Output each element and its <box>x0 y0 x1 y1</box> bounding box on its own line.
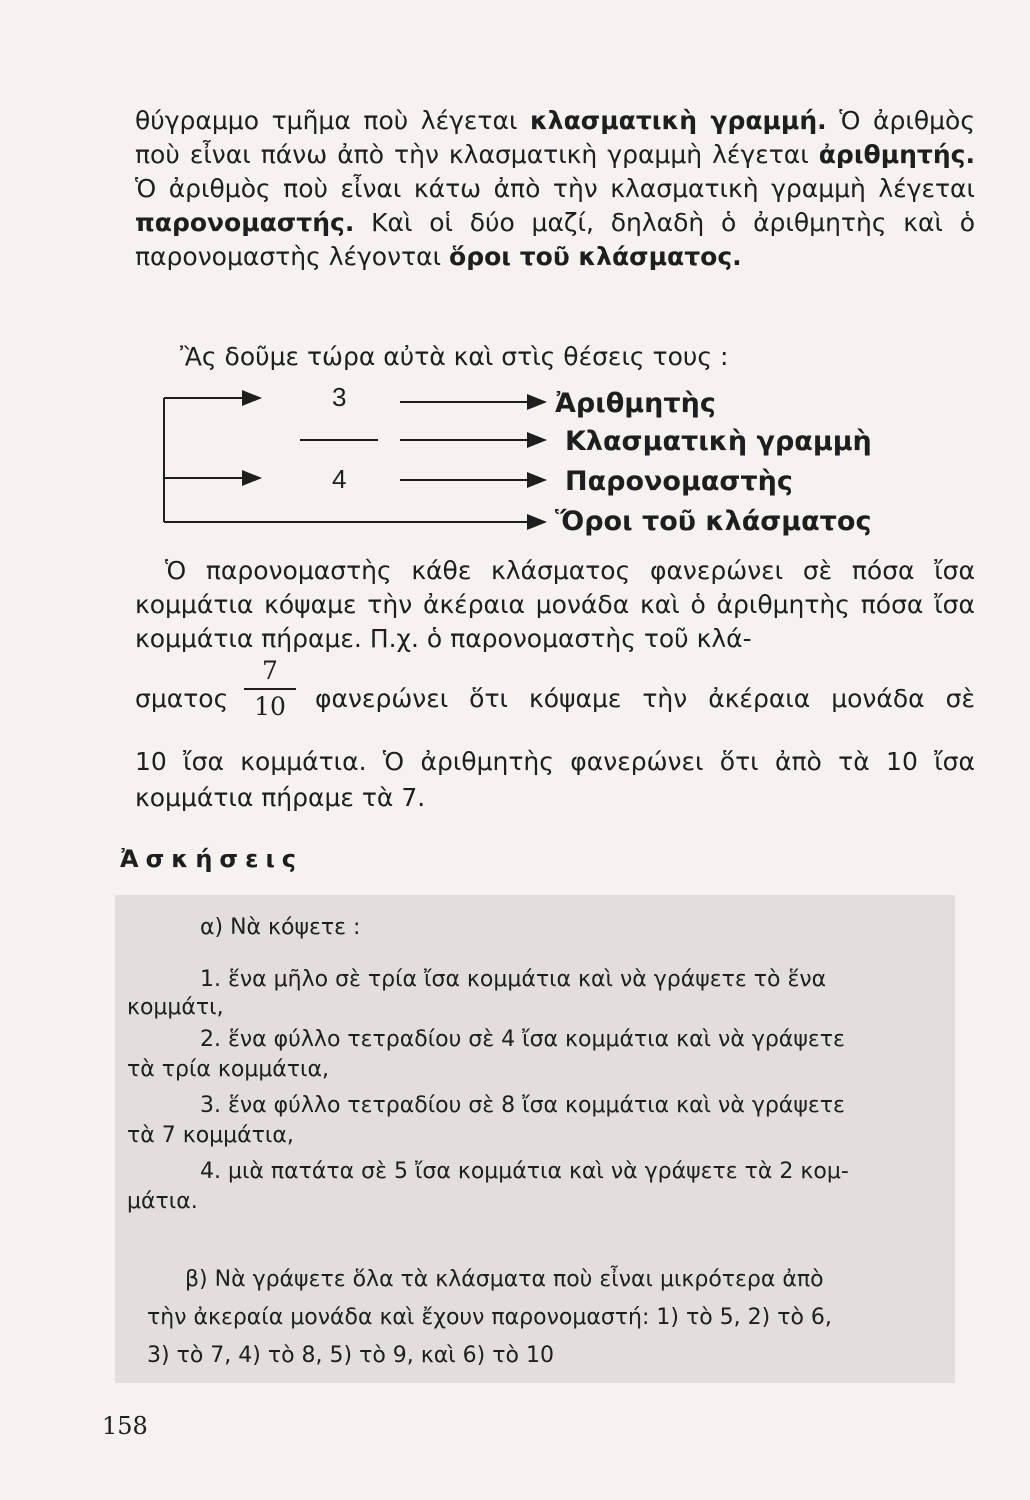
exercise-item-2-line-1: 2. ἕνα φύλλο τετραδίου σὲ 4 ἴσα κομμάτια καὶ νὰ γράψετε <box>200 1027 845 1052</box>
term-numerator: ἀριθμητής. <box>818 140 975 169</box>
fraction-numerator: 7 <box>262 656 278 685</box>
exercise-item-2-line-2: τὰ τρία κομμάτια, <box>127 1057 329 1082</box>
fraction-bar <box>244 688 296 690</box>
intro-paragraph <box>135 104 975 274</box>
intro-text-3: Ὁ ἀριθμὸς ποὺ εἶναι κάτω ἀπὸ τὴν κλασματικὴ γραμμὴ λέγεται <box>135 174 975 203</box>
fraction-parts-diagram <box>160 380 920 540</box>
exercise-item-4-line-2: μάτια. <box>127 1189 198 1214</box>
fraction-denominator: 10 <box>254 692 286 721</box>
exercise-b-line-3: 3) τὸ 7, 4) τὸ 8, 5) τὸ 9, καὶ 6) τὸ 10 <box>147 1343 554 1368</box>
exercises-heading: Ἀσκήσεις <box>120 845 304 873</box>
label-fraction-terms: Ὅροι τοῦ κλάσματος <box>555 506 872 537</box>
exercise-item-1-line-1: 1. ἕνα μῆλο σὲ τρία ἴσα κομμάτια καὶ νὰ γράψετε τὸ ἕνα <box>200 967 827 992</box>
fraction-example-row <box>135 656 975 736</box>
exercise-item-3-line-1: 3. ἕνα φύλλο τετραδίου σὲ 8 ἴσα κομμάτια καὶ νὰ γράψετε <box>200 1093 845 1118</box>
example-fraction <box>240 656 300 722</box>
exercise-b-line-1: β) Νὰ γράψετε ὅλα τὰ κλάσματα ποὺ εἶναι μικρότερα ἀπὸ <box>185 1267 824 1292</box>
label-denominator: Παρονομαστὴς <box>565 466 793 497</box>
fraction-text-before: σματος <box>135 684 229 713</box>
label-numerator: Ἀριθμητὴς <box>555 388 716 419</box>
label-fraction-line: Κλασματικὴ γραμμὴ <box>565 426 872 457</box>
exercise-a-title: α) Νὰ κόψετε : <box>200 915 361 940</box>
exercise-b-line-2: τὴν ἀκεραία μονάδα καὶ ἔχουν παρονομαστή: 1) τὸ 5, 2) τὸ 6, <box>147 1305 832 1330</box>
intro-text-2: Ὁ ἀριθμὸς ποὺ εἶναι πάνω ἀπὸ τὴν κλασματικὴ γραμμὴ λέγεται <box>135 106 976 169</box>
exercise-item-3-line-2: τὰ 7 κομμάτια, <box>127 1123 294 1148</box>
diagram-numerator: 3 <box>332 382 347 412</box>
intro-text-4: Καὶ οἱ δύο μαζί, δηλαδὴ ὁ ἀριθμητὴς καὶ ὁ παρονομαστὴς λέγονται <box>135 208 975 271</box>
explanation-paragraph: Ὁ παρονομαστὴς κάθε κλάσματος φανερώνει σὲ πόσα ἴσα κομμάτια κόψαμε τὴν ἀκέραια μονάδα καὶ ὁ ἀριθμητὴς πόσα ἴσα κομμάτια πήραμε. Π.χ. ὁ παρονομαστὴς τοῦ κλά- <box>135 556 975 653</box>
lead-sentence: Ἂς δοῦμε τώρα αὐτὰ καὶ στὶς θέσεις τους : <box>180 342 729 371</box>
explanation-paragraph-2: 10 ἴσα κομμάτια. Ὁ ἀριθμητὴς φανερώνει ὅτι ἀπὸ τὰ 10 ἴσα κομμάτια πήραμε τὰ 7. <box>135 747 975 812</box>
exercise-item-4-line-1: 4. μιὰ πατάτα σὲ 5 ἴσα κομμάτια καὶ νὰ γράψετε τὰ 2 κομ- <box>200 1159 849 1184</box>
term-fraction-line: κλασματικὴ γραμμή. <box>530 106 827 135</box>
fraction-text-after: φανερώνει ὅτι κόψαμε τὴν ἀκέραια μονάδα σὲ <box>315 684 975 713</box>
exercise-item-1-line-2: κομμάτι, <box>127 995 224 1020</box>
term-fraction-terms: ὅροι τοῦ κλάσματος. <box>449 242 742 271</box>
exercises-box <box>115 895 955 1383</box>
term-denominator: παρονομαστής. <box>135 208 355 237</box>
page-number: 158 <box>102 1412 148 1440</box>
diagram-denominator: 4 <box>332 464 347 494</box>
intro-text-1: θύγραμμο τμῆμα ποὺ λέγεται <box>135 106 531 135</box>
